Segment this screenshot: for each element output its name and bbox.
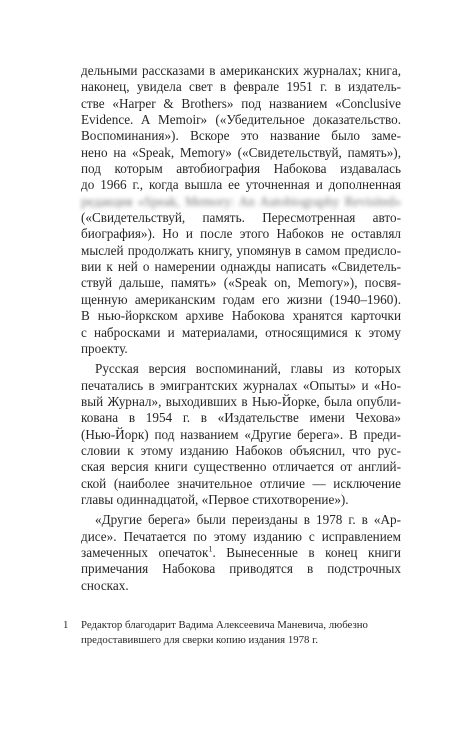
text-line: стве «Harper & Brothers» под названием «Conclusive (81, 95, 401, 111)
text-line: наконец, увидела свет в феврале 1951 г. в издатель- (81, 79, 401, 95)
footnote-1 (63, 618, 403, 647)
text-line: словии к этому изданию Набоков объяснил, что рус- (81, 442, 401, 458)
text-line: с набросками и материалами, относящимися к этому (81, 324, 401, 340)
text-line: под которым автобиография Набокова издавалась (81, 161, 401, 177)
text-line: сносках. (81, 577, 129, 593)
text-line-with-footnote-ref (81, 545, 401, 561)
text-line: биография»). Но и после этого Набоков не оставлял (81, 226, 401, 242)
text-line: дисе». Печатается по этому изданию с исправлением (81, 528, 401, 544)
text-line: (Нью-Йорк) под названием «Другие берега». В преди- (81, 426, 401, 442)
text-line: нено на «Speak, Memory» («Свидетельствуй, память»), (81, 144, 401, 160)
footnote-text (81, 618, 368, 647)
text-line: мыслей продолжать книгу, упомянув в самом предисло- (81, 242, 401, 258)
footnote-line: предоставившего для сверки копию издания 1978 г. (81, 633, 319, 646)
paragraph-3 (81, 512, 401, 594)
main-text (81, 63, 401, 594)
text-line: ской (наиболее значительное отличие — исключение (81, 475, 401, 491)
text-line: ствуй дальше, память» («Speak on, Memory»), посвя- (81, 275, 401, 291)
text-line: («Свидетельствуй, память. Пересмотренная авто- (81, 210, 401, 226)
paragraph-2 (81, 361, 401, 508)
text-line: печатались в эмигрантских журналах «Опыты» и «Но- (81, 377, 401, 393)
text-line: до 1966 г., когда вышла ее уточненная и дополненная (81, 177, 401, 193)
paragraph-1 (81, 63, 401, 357)
text-line: В нью-йоркском архиве Набокова хранятся карточки (81, 308, 401, 324)
text-fragment: замеченных опечаток (81, 544, 209, 560)
footnote-line: Редактор благодарит Вадима Алексеевича Маневича, любезно (81, 619, 368, 631)
text-line: дельными рассказами в американских журналах; книга, (81, 63, 401, 78)
text-line: ская версия книги существенно отличается от англий- (81, 459, 401, 475)
text-line: «Другие берега» были переизданы в 1978 г. в «Ар- (95, 512, 401, 528)
text-fragment: . Вынесенные в конец книги (212, 544, 401, 560)
text-line: главы одиннадцатой, «Первое стихотворение»). (81, 491, 349, 507)
text-line: Русская версия воспоминаний, главы из которых (95, 361, 401, 377)
text-line: вый Журнал», выходивших в Нью-Йорке, была опубли- (81, 393, 401, 409)
text-line: Воспоминания»). Вскоре это название было заме- (81, 128, 401, 144)
text-line: щенную американским годам его жизни (1940–1960). (81, 291, 401, 307)
text-line: вии к ней о намерении однажды написать «Свидетель- (81, 259, 401, 275)
text-line: кована в 1954 г. в «Издательстве имени Чехова» (81, 410, 401, 426)
text-line: Evidence. A Memoir» («Убедительное доказательство. (81, 112, 401, 128)
footnote-number: 1 (63, 619, 69, 631)
footnote-reference[interactable]: 1 (208, 544, 213, 554)
footnotes (63, 618, 403, 647)
text-line: примечания Набокова приводятся в подстрочных (81, 561, 401, 577)
text-line: проекту. (81, 340, 128, 356)
text-line-blurred: редакция «Speak, Memory: An Autobiography Revisited» (81, 193, 401, 209)
